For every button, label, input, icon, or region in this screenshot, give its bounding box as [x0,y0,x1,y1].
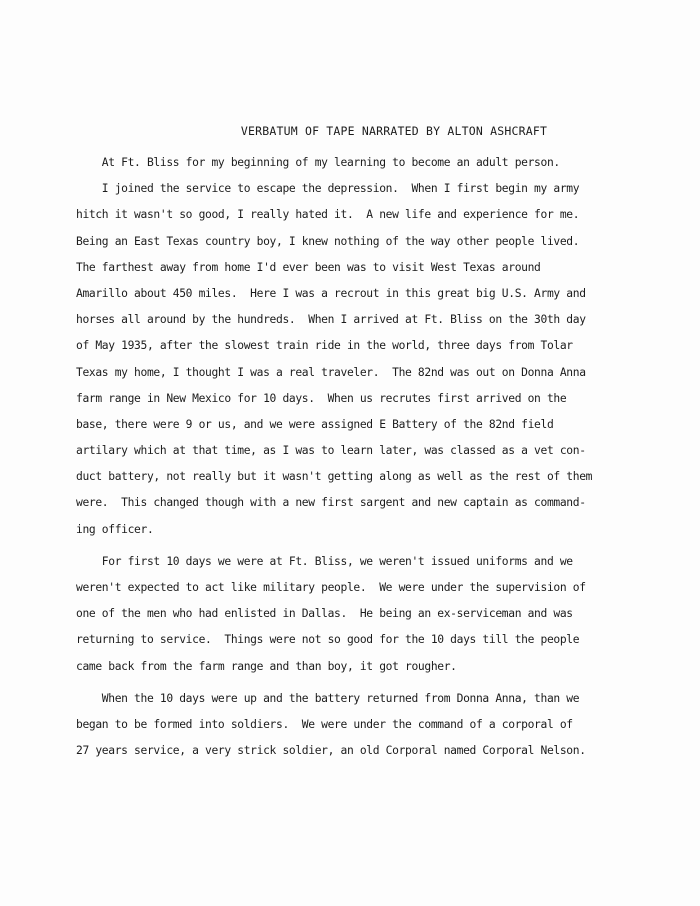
text-line: came back from the farm range and than boy, it got rougher. [76,659,457,673]
text-line: Texas my home, I thought I was a real traveler. The 82nd was out on Donna Anna [76,365,586,379]
text-line: base, there were 9 or us, and we were assigned E Battery of the 82nd field [76,417,554,431]
text-line: When the 10 days were up and the battery returned from Donna Anna, than we [76,691,580,705]
text-line: of May 1935, after the slowest train ride in the world, three days from Tolar [76,339,573,353]
text-line: ing officer. [76,522,154,536]
text-line: At Ft. Bliss for my beginning of my learning to become an adult person. [76,156,560,169]
text-line: weren't expected to act like military people. We were under the supervision of [76,581,586,594]
text-line: began to be formed into soldiers. We were under the command of a corporal of [76,717,573,731]
text-line: I joined the service to escape the depression. When I first begin my army [76,182,580,196]
text-line: The farthest away from home I'd ever been was to visit West Texas around [76,260,541,274]
text-line: artilary which at that time, as I was to learn later, was classed as a vet con- [76,444,586,458]
text-line: farm range in New Mexico for 10 days. When us recrutes first arrived on the [76,391,567,405]
document-title: VERBATUM OF TAPE NARRATED BY ALTON ASHCRAFT [240,124,548,138]
text-line: Being an East Texas country boy, I knew nothing of the way other people lived. [76,234,580,248]
document-body [76,150,646,764]
text-line: one of the men who had enlisted in Dallas. He being an ex-serviceman and was [76,607,573,621]
text-line: hitch it wasn't so good, I really hated it. A new life and experience for me. [76,208,580,222]
text-line: Amarillo about 450 miles. Here I was a recrout in this great big U.S. Army and [76,286,586,300]
text-line: horses all around by the hundreds. When I arrived at Ft. Bliss on the 30th day [76,313,586,327]
text-line: returning to service. Things were not so good for the 10 days till the people [76,633,580,647]
text-line: duct battery, not really but it wasn't getting along as well as the rest of them [76,470,593,484]
text-line: 27 years service, a very strick soldier, an old Corporal named Corporal Nelson. [76,744,586,758]
text-line: For first 10 days we were at Ft. Bliss, we weren't issued uniforms and we [76,554,573,568]
text-line: were. This changed though with a new first sargent and new captain as command- [76,496,586,510]
